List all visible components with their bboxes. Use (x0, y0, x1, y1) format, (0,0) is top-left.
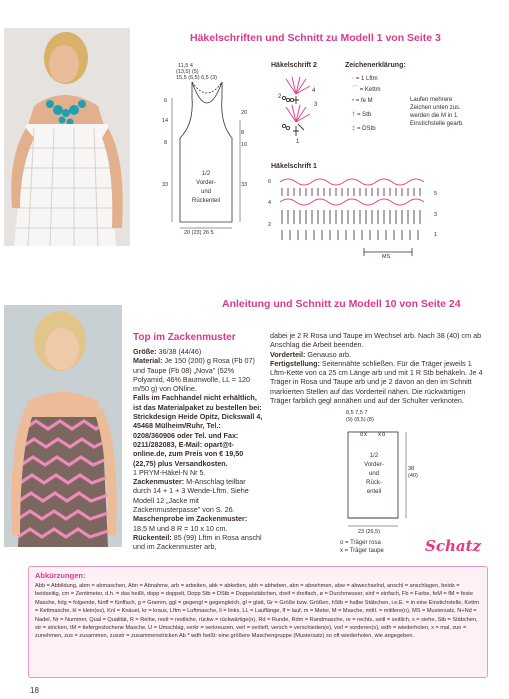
page-number: 18 (30, 686, 39, 695)
strap-legend (340, 539, 384, 555)
schnitt1-bottom-label: 20 (23) 26 5 (184, 230, 214, 236)
chart1-row-left-3: 2 (268, 222, 272, 228)
legend-list (352, 74, 381, 135)
instr-text: 85 (99) Lftm in Rosa anschl und im Zackenmuster arb, (133, 532, 262, 552)
abbreviations-text: Abb = Abbildung, abm = abmaschen, Abn = Abnahme, arb = arbeiten, abk = abketten, abh = abheben, abn = abnehmen, abw = abwechselnd, anschl = anschlagen, beids = beidseitig, cm = Zentimeter, d.h. = das heißt, dopp = doppelt, Dopp Stb = DStb = Doppelstäbchen, dreif = dreifach, ø = Durchmesser, einf = einfach, Fb = Farbe, feM = fM = feste Masche, folg = folgende, fünff = fünffach, g = Gramm, ggl = gegengl = gegengleich, gl = glatt, Gr = Größe bzw. Größen, hStb = halbe Stäbchen, i.e.E. = in eine Einstichstelle, Kettm = Kettmasche, kl = klein(es), Knl = Knäuel, kr = kraus, Lftm = Luftmasche, li = links, LL = Lauflänge, lf = lauf, m = Meter, M = Masche, mittl. = mittlere(n), MS = Mustersatz, N+Nd = Nadel, Nr = Nummer, Qual = Qualität, R = Reihe, restl = restliche, rückw = rückwärtige(n), Rd = Runde, Rdm = Randmasche, re = rechts, seitl = seitlich, s = siehe, Stb = Stäbchen, str = stricken, tM = tiefergestochene Masche, U = Umschlag, verkr = verkreuzen, verl = verlieft, versch = verschieden(e), vorl = vorderen(s), wdh = wiederholen, x = mal, zun = zunehmen, zus = zusammen, zusstr = zusammenstricken Ab * wdh heißt: eine größere Maschengruppe (Mustersatz) so oft wiederholen, wie angegeben. (35, 583, 479, 640)
schnitt1-right-num-3: 10 (241, 142, 248, 148)
chart1-row-right-1: 5 (434, 191, 438, 197)
legend-item (352, 110, 381, 121)
schnitt1-top-label-1: 11,5 4 (178, 63, 193, 69)
instr-label: Material: (133, 356, 163, 366)
schnitt2-right-line: 38 (408, 466, 415, 472)
strap-legend-taupe: x = Träger taupe (340, 548, 384, 554)
schnitt2-right-line: (40) (408, 473, 418, 479)
instr-text: M-Anschlag teilbar durch 14 + 1 + 3 Wende-Lftm. Siehe Modell 12 „Jacke mit Zackenmusterpasse" von S. 26. (133, 477, 249, 515)
legend-note-line: werden die M in 1 (410, 113, 458, 119)
brand-logo: Schatz (425, 537, 482, 555)
model-1-photo (4, 28, 130, 246)
chart1-row-left-2: 4 (268, 200, 272, 206)
schnitt2-center-label (352, 452, 396, 497)
legend-text: = Kettm (359, 87, 381, 93)
schnitt1-top-label-2: (13,5) (5) (176, 69, 199, 75)
instr-material (133, 356, 263, 393)
pattern-schematic-1 (150, 60, 255, 240)
instr-label: Vorderteil: (270, 349, 306, 359)
instr-text: 18,5 M und 8 R = 10 x 10 cm. (133, 523, 228, 533)
instr-front (270, 350, 486, 359)
instructions-column-2 (270, 331, 486, 405)
chart-1-title: Häkelschrift 1 (271, 163, 317, 170)
legend-text: = DStb (357, 126, 376, 132)
instr-order (133, 393, 263, 467)
svg-text:x: x (378, 432, 381, 438)
instr-groesse (133, 347, 263, 356)
chart-2-title: Häkelschrift 2 (271, 62, 317, 69)
instr-label: Maschenprobe im Zackenmuster: (133, 514, 248, 524)
schnitt2-center-line: enteil (366, 489, 382, 495)
schnitt2-center-line: und (368, 471, 379, 477)
chart1-row-right-2: 3 (434, 212, 438, 218)
schnitt1-left-num-3: 8 (164, 140, 168, 146)
instr-text: Genauso arb. (305, 349, 351, 359)
schnitt1-left-num-4: 33 (162, 182, 169, 188)
schnitt1-center-label (186, 170, 226, 206)
legend-note-line: Laufen mehrere (410, 97, 453, 103)
abbreviations-title: Abkürzungen: (35, 571, 86, 580)
schnitt1-right-num-2: 8 (241, 130, 245, 136)
instr-label: Größe: (133, 347, 157, 356)
svg-text:3: 3 (314, 102, 318, 108)
model-10-photo (4, 305, 122, 547)
instr-back-cont (270, 331, 486, 350)
legend-item (352, 74, 381, 85)
legend-note (410, 96, 464, 128)
schnitt1-left-num-2: 14 (162, 118, 169, 124)
instr-finishing (270, 359, 486, 405)
chart-2-symbols (276, 74, 326, 144)
legend-item (352, 85, 381, 96)
instr-hook (133, 468, 263, 477)
section-1-title: Häkelschriften und Schnitt zu Modell 1 von Seite 3 (190, 32, 441, 44)
schnitt1-center-line: Vorder- (196, 180, 216, 186)
chart1-row-left-1: 6 (268, 179, 272, 185)
treble-crochet-symbol: ‡ (352, 126, 356, 132)
slip-stitch-symbol: ⌒ (352, 87, 359, 93)
schnitt2-center-line: Rück- (366, 480, 382, 486)
abbreviations-box (28, 566, 488, 678)
legend-note-line: Zeichen unten zus. (410, 105, 461, 111)
instructions-column-1 (133, 347, 263, 552)
chart-1-symbols (268, 174, 448, 260)
schnitt1-center-line: Rückenteil (191, 198, 220, 204)
chart1-ms-label: MS (382, 254, 391, 260)
section-2-title: Anleitung und Schnitt zu Modell 10 von Seite 24 (222, 298, 461, 310)
schnitt2-top-label-1: 8,5 7,5 7 (346, 410, 368, 416)
instr-back (133, 533, 263, 552)
instr-label: Zackenmuster: (133, 477, 185, 487)
instr-text: dabei je 2 R Rosa und Taupe im Wechsel arb. Nach 38 (40) cm ab Anschlag die Arbeit beenden. (270, 331, 482, 350)
schnitt1-center-line: und (200, 189, 211, 195)
model-10-figure (4, 305, 122, 547)
instr-text: 36/38 (44/46) (156, 347, 202, 356)
legend-text: = fe M (355, 98, 373, 104)
legend-text: = 1 Lftm (355, 76, 378, 82)
strap-legend-rosa: o = Träger rosa (340, 540, 381, 546)
chart-1-diagram (268, 174, 448, 260)
instr-label: Fertigstellung: (270, 358, 320, 368)
instr-text: Seitennähte schließen. Für die Träger jeweils 1 Lftm-Kette von ca 25 cm Länge arb und mit 1 R Stb behäkeln. Je 4 Träger in Rosa und Taupe arb und je 2 davon an den im Schnitt markierten Stellen auf das Vorderteil nähen. Die rückwärtigen Träger farblich gegl annähen und auf der Schulter verknoten. (270, 358, 483, 406)
pattern-schematic-2 (340, 408, 420, 548)
schnitt2-top-label-2: (9) (8,5) (8) (346, 417, 374, 423)
schnitt1-center-line: 1/2 (201, 171, 211, 177)
legend-item (352, 96, 381, 107)
svg-text:x: x (364, 432, 367, 438)
schnitt1-right-num-4: 33 (241, 182, 248, 188)
instr-label: Rückenteil: (133, 532, 172, 542)
legend-title: Zeichenerklärung: (345, 62, 406, 69)
schnitt2-center-line: 1/2 (369, 453, 379, 459)
svg-text:o: o (382, 432, 386, 438)
instr-pattern (133, 477, 263, 514)
pattern-schematic-1-outline (150, 60, 255, 240)
double-crochet-symbol: † (352, 112, 356, 118)
svg-text:2: 2 (278, 94, 282, 100)
schnitt1-top-label-3: 15,5 (6,5) 6,5 (3) (176, 75, 217, 81)
instr-label: Falls im Fachhandel nicht erhältlich, ist das Materialpaket zu bestellen bei: Strickdesign Heide Opitz, Dickswall 4, 45468 Mülheim/Ruhr, Tel.: 0208/360906 oder Tel. und Fax: 0211/282083, E-Mail: opart@t-online.de, zum Preis von € 19,50 (22,75) plus Versandkosten. (133, 393, 263, 468)
model-1-figure (4, 28, 130, 246)
svg-text:o: o (360, 432, 364, 438)
schnitt1-left-num-1: 6 (164, 98, 168, 104)
instr-gauge (133, 514, 263, 533)
schnitt2-bottom-label: 23 (26,5) (358, 529, 381, 535)
schnitt1-right-num-1: 20 (241, 110, 248, 116)
legend-text: = Stb (357, 112, 372, 118)
svg-text:1: 1 (296, 139, 300, 144)
svg-text:4: 4 (312, 88, 316, 94)
chart1-row-right-3: 1 (434, 232, 438, 238)
schnitt2-center-line: Vorder- (364, 462, 384, 468)
legend-item (352, 124, 381, 135)
instr-text: Je 150 (200) g Rosa (Fb 07) und Taupe (Fb 08) „Nova" (52% Polyamid, 46% Baumwolle, LL = 120 m/50 g) von ONline. (133, 356, 255, 394)
schnitt2-right-label (408, 466, 418, 480)
legend-note-line: Einstichstelle gearb. (410, 121, 464, 127)
single-crochet-symbol: • (352, 98, 355, 104)
chain-stitch-symbol: ◦ (352, 76, 355, 82)
chart-2-diagram (276, 74, 326, 144)
instr-text: 1 PRYM-Häkel-N Nr 5. (133, 467, 206, 477)
model-10-title: Top im Zackenmuster (133, 332, 236, 343)
